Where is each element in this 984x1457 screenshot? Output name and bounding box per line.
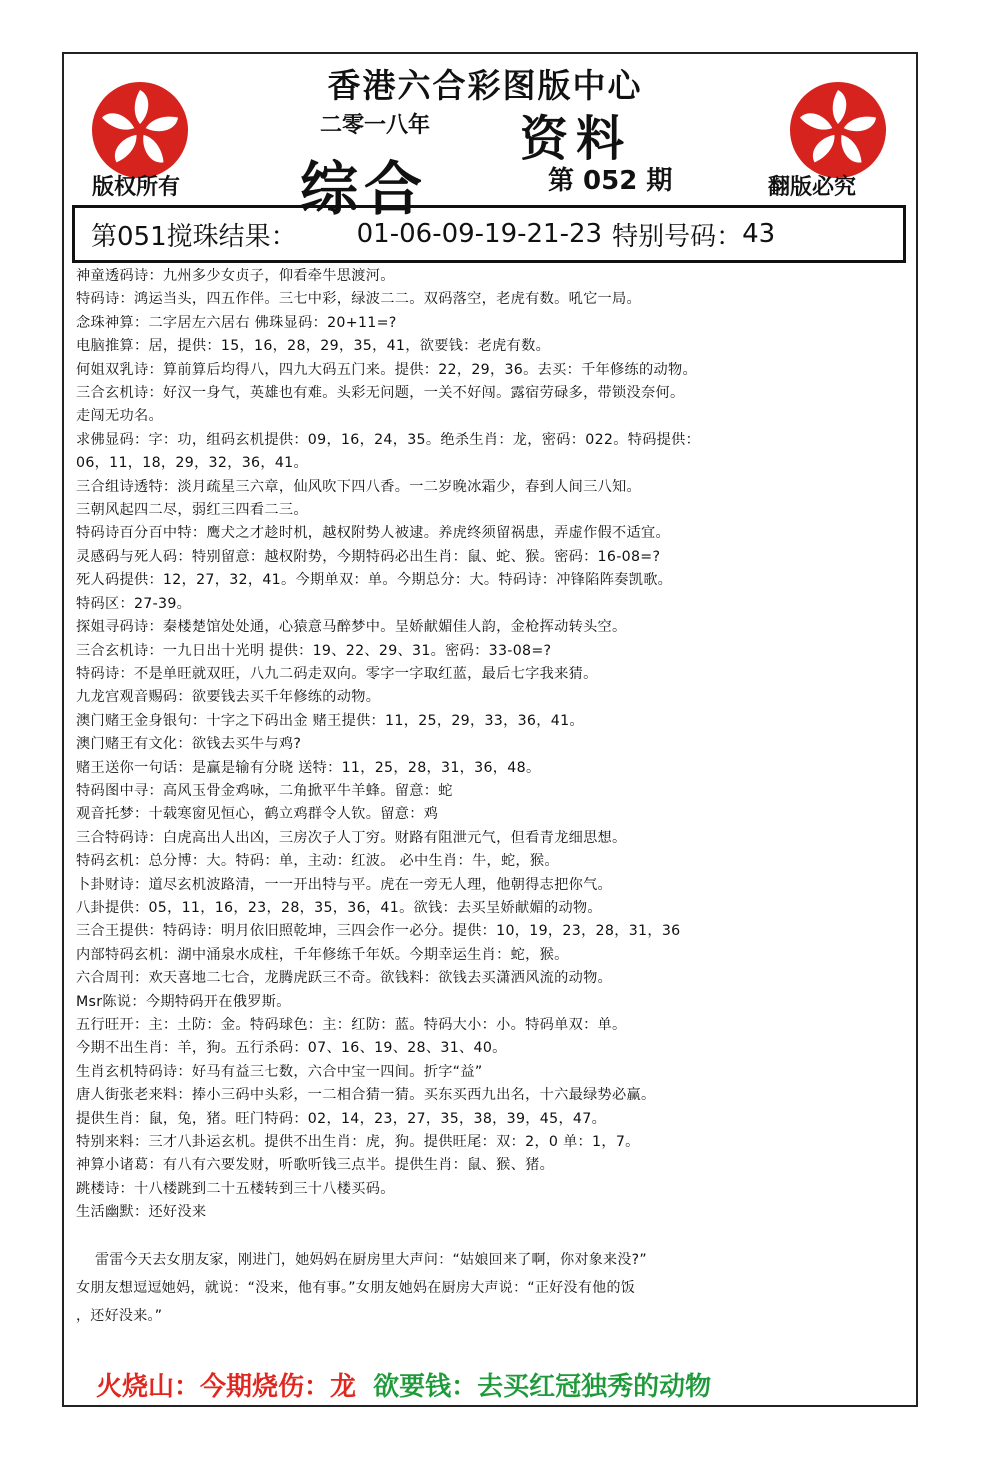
tip-line: 三合玄机诗：一九日出十光明 提供：19、22、29、31。密码：33-08=?	[76, 642, 552, 659]
year-label: 二零一八年	[320, 113, 431, 138]
big-title-left: 综合	[300, 155, 429, 223]
issue-number: 第 052 期	[548, 166, 673, 196]
tip-line: 三朝风起四二尽，弱红三四看二三。	[76, 502, 308, 519]
tip-line: 九龙宫观音赐码：欲要钱去买千年修练的动物。	[76, 689, 381, 706]
tip-line: 生活幽默：还好没来	[76, 1204, 207, 1221]
tip-line: 三合王提供：特码诗：明月依旧照乾坤，三四会作一必分。提供：10，19，23，28，31，36	[76, 923, 681, 940]
tip-line: 生肖玄机特码诗：好马有益三七数，六合中宝一四间。折字“益”	[76, 1063, 483, 1080]
story-line: 女朋友想逗逗她妈，就说：“没来，他有事。”女朋友她妈在厨房大声说：“正好没有他的饭	[76, 1280, 636, 1296]
tip-line: 提供生肖：鼠，兔，猪。旺门特码：02，14，23，27，35，38，39，45，47。	[76, 1110, 607, 1127]
tip-line: 三合玄机诗：好汉一身气，英雄也有难。头彩无问题，一关不好闯。露宿劳碌多，带锁没奈何。	[76, 385, 685, 402]
bauhinia-emblem-right	[790, 82, 886, 178]
tip-line: 神童透码诗：九州多少女贞子，仰看牵牛思渡河。	[76, 268, 395, 284]
draw-result-box	[72, 205, 906, 263]
special-label: 特别号码：	[612, 221, 743, 252]
bauhinia-emblem-left	[92, 82, 188, 178]
copyright-label: 版权所有	[92, 175, 181, 200]
tip-line: 何姐双乳诗：算前算后均得八，四九大码五门来。提供：22，29，36。去买：千年修练的动物。	[76, 361, 697, 378]
tip-line: 06，11，18，29，32，36，41。	[76, 455, 308, 472]
tip-line: 六合周刊：欢天喜地二七合，龙腾虎跃三不奇。欲钱料：欲钱去买潇洒风流的动物。	[76, 970, 613, 987]
humor-story	[76, 1246, 908, 1330]
tip-line: 三合特码诗：白虎高出人出凶，三房次子人丁穷。财路有阻泄元气，但看青龙细思想。	[76, 829, 627, 846]
tip-line: 澳门赌王有文化：欲钱去买牛与鸡?	[76, 736, 302, 753]
tip-line: 探姐寻码诗：秦楼楚馆处处通，心猿意马醉梦中。呈娇献媚佳人韵，金枪挥动转头空。	[76, 619, 627, 636]
tip-line: 念珠神算：二字居左六居右 佛珠显码：20+11=?	[76, 314, 397, 331]
bauhinia-flower-icon	[790, 82, 886, 178]
tip-line: 特别来料：三才八卦运玄机。提供不出生肖：虎，狗。提供旺尾：双：2，0 单：1，7。	[76, 1134, 640, 1151]
tip-line: 特码图中寻：高风玉骨金鸡咏，二角掀平牛羊蜂。留意：蛇	[76, 782, 453, 799]
no-reprint-label: 翻版必究	[768, 175, 857, 200]
tips-list	[76, 265, 908, 1225]
tip-line: 特码诗：不是单旺就双旺，八九二码走双向。零字一字取红蓝，最后七字我来猜。	[76, 665, 598, 682]
tip-line: 死人码提供：12，27，32，41。今期单双：单。今期总分：大。特码诗：冲锋陷阵奏凯歌。	[76, 572, 673, 589]
tip-line: 跳楼诗：十八楼跳到二十五楼转到三十八楼买码。	[76, 1180, 395, 1197]
footer-money-text: 欲要钱：去买红冠独秀的动物	[373, 1372, 712, 1402]
result-label: 第051搅珠结果：	[91, 221, 297, 252]
tip-line: 特码玄机：总分博：大。特码：单，主动：红波。 必中生肖：牛，蛇，猴。	[76, 853, 559, 870]
tip-line: 三合组诗透特：淡月疏星三六章，仙风吹下四八香。一二岁晚冰霜少，春到人间三八知。	[76, 478, 642, 495]
page-title: 香港六合彩图版中心	[327, 66, 643, 105]
big-title-right: 资料	[520, 111, 633, 167]
bauhinia-flower-icon	[92, 82, 188, 178]
tip-line: 澳门赌王金身银句：十字之下码出金 赌王提供：11，25，29，33，36，41。	[76, 712, 584, 729]
tip-line: 八卦提供：05，11，16，23，28，35，36，41。欲钱：去买呈娇献媚的动物。	[76, 899, 602, 916]
tip-line: 特码诗：鸿运当头，四五作伴。三七中彩，绿波二二。双码落空，老虎有数。吼它一局。	[76, 291, 642, 308]
result-numbers: 01-06-09-19-21-23	[356, 219, 603, 249]
tip-line: 五行旺开：主：土防：金。特码球色：主：红防：蓝。特码大小：小。特码单双：单。	[76, 1017, 627, 1033]
tip-line: Msr陈说：今期特码开在俄罗斯。	[76, 993, 291, 1010]
tip-line: 求佛显码：字：功，组码玄机提供：09，16，24，35。绝杀生肖：龙，密码：022。特码提供：	[76, 431, 701, 448]
story-line: 雷雷今天去女朋友家，刚进门，她妈妈在厨房里大声问：“姑娘回来了啊，你对象来没?”	[76, 1252, 647, 1268]
story-line: ，还好没来。”	[76, 1308, 163, 1324]
tip-line: 神算小诸葛：有八有六要发财，听歌听钱三点半。提供生肖：鼠、猴、猪。	[76, 1157, 555, 1174]
tip-line: 观音托梦：十载寒窗见恒心，鹤立鸡群令人钦。留意：鸡	[76, 806, 439, 823]
tip-line: 特码诗百分百中特：鹰犬之才趁时机，越权附势人被逮。养虎终须留祸患，弄虚作假不适宜。	[76, 525, 670, 542]
tip-line: 今期不出生肖：羊，狗。五行杀码：07、16、19、28、31、40。	[76, 1040, 507, 1057]
tip-line: 卜卦财诗：道尽玄机波路清，一一开出特与平。虎在一旁无人理，他朝得志把你气。	[76, 876, 613, 893]
tip-line: 赌王送你一句话：是赢是输有分晓 送特：11，25，28，31，36，48。	[76, 759, 541, 776]
footer-burn-text: 火烧山：今期烧伤：龙	[96, 1372, 357, 1402]
tip-line: 特码区：27-39。	[76, 595, 192, 612]
tip-line: 走闯无功名。	[76, 408, 163, 425]
tip-line: 电脑推算：居，提供：15，16，28，29，35，41，欲要钱：老虎有数。	[76, 338, 551, 355]
tip-line: 灵感码与死人码：特别留意：越权附势，今期特码必出生肖：鼠、蛇、猴。密码：16-08=?	[76, 548, 661, 565]
footer-banner	[96, 1366, 711, 1403]
tip-line: 唐人街张老来料：捧小三码中头彩，一二相合猜一猜。买东买西九出名，十六最绿势必赢。	[76, 1087, 656, 1104]
special-number: 43	[742, 219, 776, 249]
tip-line: 内部特码玄机：湖中涌泉水成柱，千年修练千年妖。今期幸运生肖：蛇，猴。	[76, 946, 569, 963]
